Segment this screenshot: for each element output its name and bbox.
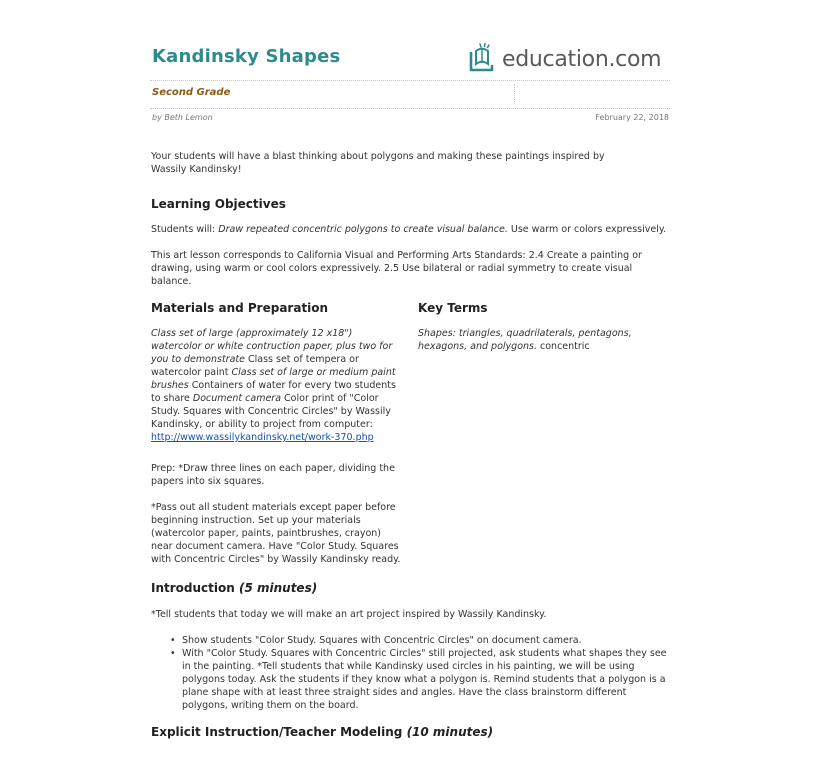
education-logo[interactable] [466, 42, 661, 76]
objectives-prefix: Students will: [151, 224, 219, 235]
material-1-rest: Class set of tempera or watercolor paint [151, 354, 359, 378]
standards-paragraph: This art lesson corresponds to California Visual and Performing Arts Standards: 2.4 Create a painting or drawing, using warm or cool colors expressively. 2.5 Use bilateral or radial symmetry to create visual balance. [151, 250, 642, 287]
material-1-italic: Class set of large (approximately 12 x18") watercolor or white contruction paper, plus two for you to demonstrate [151, 328, 393, 365]
objectives-italic: Draw repeated concentric polygons to create visual balance. [218, 224, 508, 235]
explicit-heading-text: Explicit Instruction/Teacher Modeling [151, 725, 403, 739]
explicit-instruction-heading [151, 725, 493, 739]
materials-heading: Materials and Preparation [151, 301, 329, 315]
material-2-rest: Containers of water for every two students to share [151, 380, 396, 404]
key-terms-italic: Shapes: triangles, quadrilaterals, pentagons, hexagons, and polygons. [418, 328, 632, 352]
education-logo-icon [466, 43, 500, 75]
key-terms-rest: concentric [537, 341, 590, 352]
intro-paragraph: Your students will have a blast thinking about polygons and making these paintings inspired by Wassily Kandinsky! [151, 151, 605, 175]
introduction-duration: (5 minutes) [238, 581, 318, 595]
header-divider-bottom [150, 108, 670, 109]
prep-paragraph-1: Prep: *Draw three lines on each paper, dividing the papers into six squares. [151, 463, 395, 487]
objectives-suffix: Use warm or colors expressively. [507, 224, 667, 235]
publish-date: February 22, 2018 [595, 113, 669, 122]
prep-paragraph-2: *Pass out all student materials except paper before beginning instruction. Set up your materials (watercolor paper, paints, paintbrushes, crayon) near document camera. Have "Color Study. Squares with Concentric Circles" by Wassily Kandinsky ready. [151, 502, 401, 565]
key-terms-paragraph [418, 327, 648, 353]
key-terms-heading: Key Terms [418, 301, 488, 315]
introduction-bullets [170, 634, 670, 712]
page-title: Kandinsky Shapes [152, 46, 341, 67]
learning-objectives-heading: Learning Objectives [151, 197, 286, 211]
material-3-italic: Document camera [192, 393, 282, 404]
logo-name: education [502, 46, 609, 72]
author-byline: by Beth Lemon [152, 113, 213, 122]
material-2-italic: Class set of large or medium paint brushes [151, 367, 396, 391]
logo-tld: .com [608, 46, 662, 72]
kandinsky-link[interactable]: http://www.wassilykandinsky.net/work-370.php [151, 432, 374, 443]
list-item: • Show students "Color Study. Squares with Concentric Circles" on document camera. [170, 634, 670, 647]
header-divider [150, 80, 670, 81]
material-3-rest: Color print of "Color Study. Squares with Concentric Circles" by Wassily Kandinsky, or ability to project from computer: [151, 393, 391, 430]
introduction-paragraph: *Tell students that today we will make an art project inspired by Wassily Kandinsky. [151, 609, 547, 620]
objectives-paragraph [151, 223, 671, 236]
introduction-heading-text: Introduction [151, 581, 235, 595]
header-vertical-divider [514, 84, 515, 104]
materials-paragraph [151, 327, 401, 444]
grade-level: Second Grade [152, 87, 231, 98]
explicit-duration: (10 minutes) [406, 725, 494, 739]
logo-wordmark [502, 47, 661, 72]
list-item: • With "Color Study. Squares with Concentric Circles" still projected, ask students what shapes they see in the painting. *Tell students that while Kandinsky used circles in his painting, we will be using polygons today. Ask the students if they know what a polygon is. Remind students that a polygon is a plane shape with at least three straight sides and angles. Have the class brainstorm different polygons, writing them on the board. [170, 647, 670, 712]
introduction-heading [151, 581, 317, 595]
